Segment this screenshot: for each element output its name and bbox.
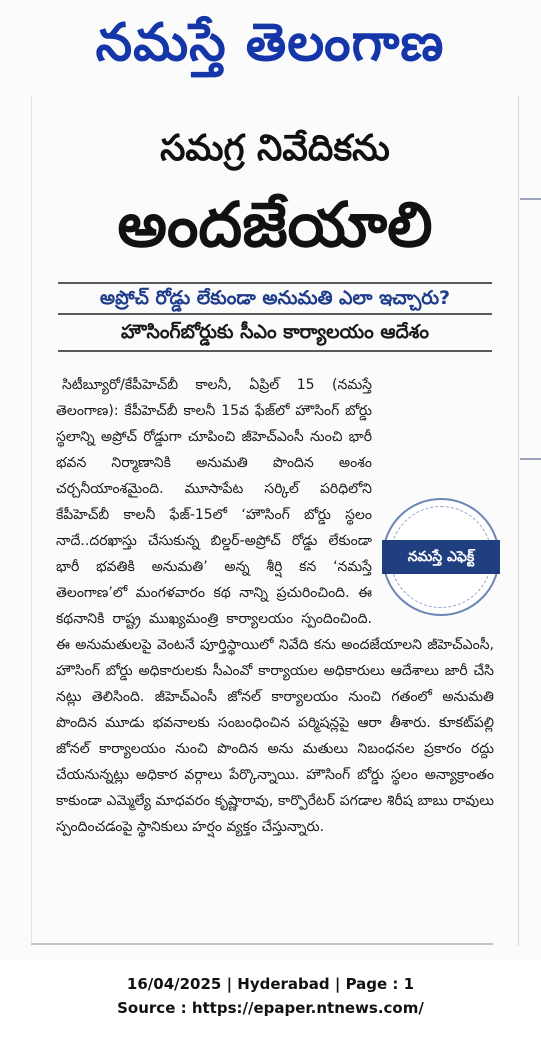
subheadline-question: అప్రోచ్ రోడ్డు లేకుండా అనుమతి ఎలా ఇచ్చారు? [99, 287, 451, 309]
bottom-rule [31, 943, 493, 945]
article-text: సిటీబ్యూరో/కేపీహెచ్‌బీ కాలనీ, ఏప్రిల్ 15 (నమస్తే తెలంగాణ): కేపీహెచ్‌బీ కాలనీ 15వ ఫేజ్‌లో హౌసింగ్ బోర్డు స్థలాన్ని అప్రోచ్ రోడ్డుగా చూపించి జీహెచ్‌ఎంసీ నుంచి భారీ భవన నిర్మాణానికి అనుమతి పొందిన అంశం చర్చనీయాంశమైంది. మూసాపేట సర్కిల్ పరిధిలోని కేపీహెచ్‌బీ కాలనీ ఫేజ్-15లో ‘హౌసింగ్ బోర్డు స్థలం నాదే..దరఖాస్తు చేసుకున్న బిల్డర్-అప్రోచ్ రోడ్డు లేకుండా భారీ భవతికి అనుమతి’ అన్న శీర్షి కన ‘నమస్తే తెలంగాణ’లో మంగళవారం కథ నాన్ని ప్రచురించింది. ఈ కథనానికి రాష్ట్ర ముఖ్యమంత్రి కార్యాలయం స్పందించింది. ఈ అనుమతులపై వెంటనే పూర్తిస్థాయిలో నివేది కను అందజేయాలని జీహెచ్‌ఎంసీ, హౌసింగ్ బోర్డు అధికారులకు సీఎంవో కార్యాయల అధికారులు ఆదేశాలు జారీ చేసి నట్లు తెలిసింది. జీహెచ్‌ఎంసీ జోనల్ కార్యాలయం నుంచి గతంలో అనుమతి పొందిన మూడు భవనాలకు సంబంధించిన పర్మిషన్లపై ఆరా తీశారు. కూకట్‌పల్లి జోనల్ కార్యాలయం నుంచి పొందిన అను మతులు నిబంధనల ప్రకారం రద్దు చేయనున్నట్లు అధికార వర్గాలు పేర్కొన్నాయి. హౌసింగ్ బోర్డు స్థలం అన్యాక్రాంతం కాకుండా ఎమ్మెల్యే మాధవరం కృష్ణారావు, కార్పొరేటర్ పగడాల శిరీష బాబు రావులు స్పందించడంపై స్థానికులు హర్షం వ్యక్తం చేస్తున్నారు. [56, 377, 494, 835]
article-body [56, 372, 494, 840]
namaste-effect-badge [382, 498, 500, 616]
subhead-rule [58, 313, 492, 315]
column-rule-left [31, 96, 32, 946]
adjacent-column-mark [520, 458, 541, 460]
badge-label: నమస్తే ఎఫెక్ట్ [382, 540, 500, 574]
headline-kicker: సమగ్ర నివేదికను [160, 128, 390, 169]
subhead-rule [58, 350, 492, 352]
adjacent-column-mark [520, 198, 541, 200]
column-rule-right [518, 96, 519, 946]
headline-main: అందజేయాలి [117, 188, 433, 261]
edition-date-info: 16/04/2025 | Hyderabad | Page : 1 [126, 975, 415, 993]
source-url: Source : https://epaper.ntnews.com/ [117, 999, 424, 1017]
masthead-logo: నమస్తే తెలంగాణ [95, 13, 445, 73]
subheadline-order: హౌసింగ్‌బోర్డుకు సీఎం కార్యాలయం ఆదేశం [121, 321, 429, 343]
masthead [0, 0, 541, 96]
